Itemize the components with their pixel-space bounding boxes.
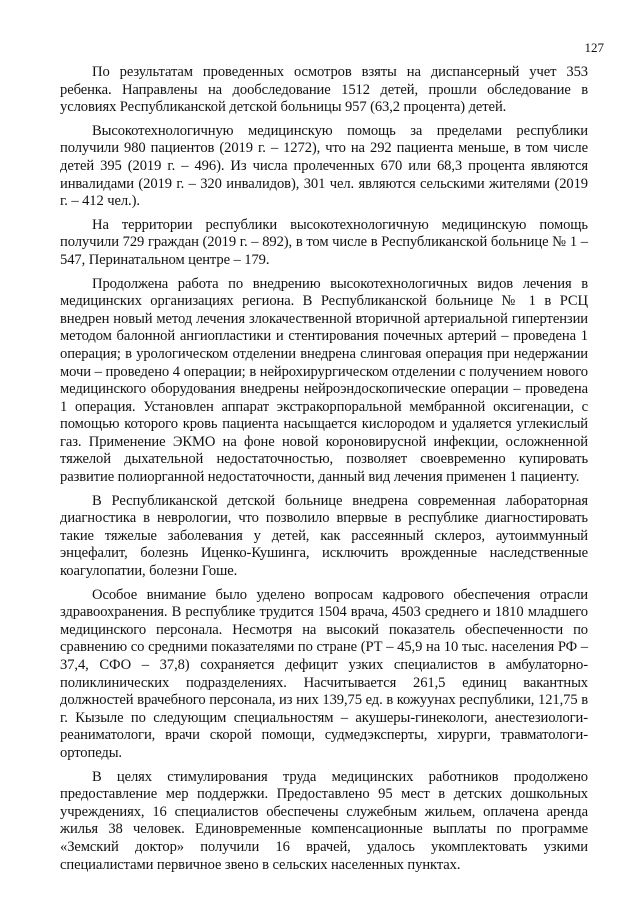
page-number: 127 bbox=[584, 40, 604, 55]
paragraph-hightech-outside: Высокотехнологичную медицинскую помощь за пределами республики получили 980 пациентов (2019 г. – 1272), что на 292 пациента меньше, в том числе детей 395 (2019 г. – 496). Из числа пролеченных 670 или 68,3 процента являются инвалидами (2019 г. – 320 инвалидов), 301 чел. являются сельскими жителями (2019 г. – 412 чел.). bbox=[60, 122, 588, 210]
paragraph-staffing: Особое внимание было уделено вопросам кадрового обеспечения отрасли здравоохранения. В республике трудится 1504 врача, 4503 среднего и 1810 младшего медицинского персонала. Несмотря на высокий показатель обеспеченности по сравнению со средними показателями по стране (РТ – 45,9 на 10 тыс. населения РФ – 37,4, СФО – 37,8) сохраняется дефицит узких специалистов в амбулаторно-поликлинических подразделениях. Насчитывается 261,5 единиц вакантных должностей врачебного персонала, из них 139,75 ед. в кожуунах республики, 121,75 в г. Кызыле по следующим специальностям – акушеры-гинекологи, анестезиологи-реаниматологи, врачи скорой помощи, судмедэксперты, хирурги, травматологи-ортопеды. bbox=[60, 586, 588, 761]
paragraph-support-measures: В целях стимулирования труда медицинских работников продолжено предоставление мер поддержки. Предоставлено 95 мест в детских дошкольных учреждениях, 16 специалистов обеспечены служебным жильем, оплачена аренда жилья 38 человек. Единовременные компенсационные выплаты по программе «Земский доктор» получили 16 врачей, удалось укомплектовать узкими специалистами первичное звено в сельских населенных пунктах. bbox=[60, 768, 588, 873]
document-body bbox=[60, 64, 588, 880]
paragraph-lab-diagnostics: В Республиканской детской больнице внедрена современная лабораторная диагностика в неврологии, что позволило впервые в республике диагностировать такие тяжелые заболевания у детей, как рассеянный склероз, аутоиммунный энцефалит, болезнь Иценко-Кушинга, исключить врожденные наследственные коагулопатии, болезни Гоше. bbox=[60, 492, 588, 580]
paragraph-dispensary: По результатам проведенных осмотров взяты на диспансерный учет 353 ребенка. Направлены на дообследование 1512 детей, прошли обследование в условиях Республиканской детской больницы 957 (63,2 процента) детей. bbox=[60, 64, 588, 116]
paragraph-hightech-inside: На территории республики высокотехнологичную медицинскую помощь получили 729 граждан (2019 г. – 892), в том числе в Республиканской больнице № 1 – 547, Перинатальном центре – 179. bbox=[60, 216, 588, 268]
paragraph-new-methods: Продолжена работа по внедрению высокотехнологичных видов лечения в медицинских организациях региона. В Республиканской больнице № 1 в РСЦ внедрен новый метод лечения злокачественной вторичной артериальной гипертензии методом балонной ангиопластики и стентирования почечных артерий – проведена 1 операция; в урологическом отделении внедрена слинговая операция при недержании мочи – проведено 4 операции; в нейрохирургическом отделении с получением нового медицинского оборудования внедрены нейроэндоскопические операции – проведена 1 операция. Установлен аппарат экстракорпоральной мембранной оксигенации, с помощью которого кровь пациента насыщается кислородом и удаляется углекислый газ. Применение ЭКМО на фоне новой короновирусной инфекции, осложненной тяжелой дыхательной недостаточностью, позволяет своевременно купировать развитие полиорганной недостаточности, данный вид лечения применен 1 пациенту. bbox=[60, 275, 588, 486]
